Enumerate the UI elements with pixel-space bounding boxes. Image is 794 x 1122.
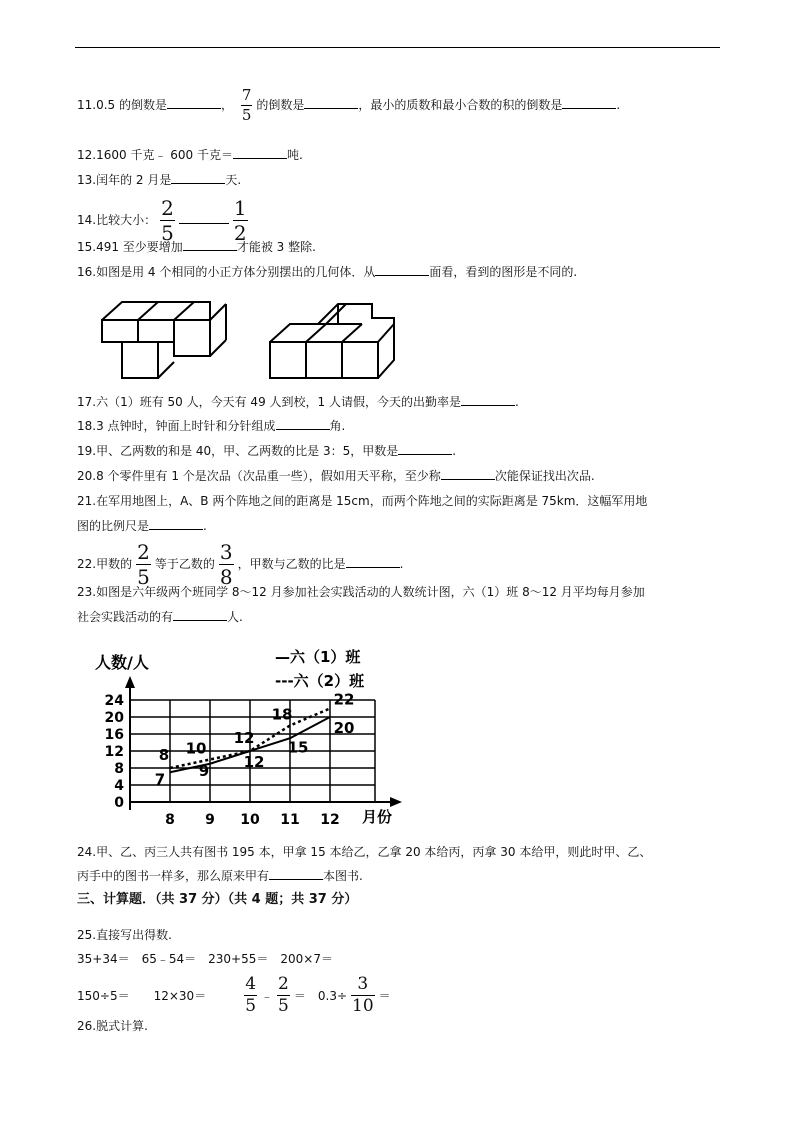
data-label-series-1: 20 <box>333 719 355 737</box>
y-axis-arrow <box>125 676 135 688</box>
fraction: $\frac{1}{2}$ <box>233 196 247 245</box>
fraction: $\frac{2}{5}$ <box>137 540 150 589</box>
cube-figures <box>98 296 398 386</box>
question-23-line1: 23.如图是六年级两个班同学 8～12 月参加社会实践活动的人数统计图，六（1）班 8～12 月平均每月参加 <box>77 585 645 599</box>
question-18: 18.3 点钟时，钟面上时针和分针组成 角. <box>77 419 346 433</box>
question-25-row1: 35+34＝ 65﹣54＝ 230+55＝ 200×7＝ <box>77 952 333 966</box>
answer-blank[interactable] <box>461 394 515 406</box>
question-12: 12.1600 千克﹣ 600 千克＝ 吨. <box>77 148 303 162</box>
y-tick-label: 12 <box>104 744 124 760</box>
fraction: $\frac{3}{8}$ <box>219 540 233 589</box>
answer-blank[interactable] <box>398 443 452 455</box>
x-axis-arrow <box>390 797 402 807</box>
question-17: 17.六（1）班有 50 人，今天有 49 人到校，1 人请假，今天的出勤率是 . <box>77 395 519 409</box>
question-21-line2: 图的比例尺是 . <box>77 519 207 533</box>
question-11: 11.0.5 的倒数是 ， $\frac{7}{5}$ 的倒数是 ，最小的质数和最小合数的积的倒数是 . <box>77 86 621 124</box>
x-tick-label: 8 <box>165 812 175 828</box>
question-16: 16.如图是用 4 个相同的小正方体分别摆出的几何体．从 面看，看到的图形是不同的. <box>77 265 578 279</box>
line-chart <box>90 640 420 830</box>
answer-blank[interactable] <box>375 264 429 276</box>
answer-blank[interactable] <box>171 172 225 184</box>
y-tick-label: 16 <box>104 727 124 743</box>
y-axis-label: 人数/人 <box>95 653 149 672</box>
cube-figure-left <box>102 302 226 378</box>
x-tick-label: 10 <box>240 812 260 828</box>
question-25-row2: 150÷5＝ 12×30＝ $\frac{4}{5}$ ﹣ $\frac{2}{5}$ ＝ 0.3÷ $\frac{3}{10}$ ＝ <box>77 974 391 1016</box>
question-13: 13.闰年的 2 月是 天. <box>77 173 242 187</box>
fraction: $\frac{2}{5}$ <box>278 974 289 1016</box>
data-label-series-2: 12 <box>233 729 255 747</box>
answer-blank[interactable] <box>562 97 616 109</box>
question-14: 14.比较大小： $\frac{2}{5}$ $\frac{1}{2}$ <box>77 196 247 245</box>
question-20: 20.8 个零件里有 1 个是次品（次品重一些），假如用天平称，至少称 次能保证找出次品. <box>77 469 595 483</box>
answer-blank[interactable] <box>233 147 287 159</box>
x-tick-label: 9 <box>205 812 215 828</box>
question-25: 25.直接写出得数. <box>77 928 172 942</box>
question-22: 22.甲数的 $\frac{2}{5}$ 等于乙数的 $\frac{3}{8}$ ，甲数与乙数的比是 . <box>77 540 404 589</box>
fraction: $\frac{4}{5}$ <box>245 974 257 1016</box>
question-24-line2: 丙手中的图书一样多，那么原来甲有 本图书. <box>77 869 363 883</box>
question-21-line1: 21.在军用地图上，A、B 两个阵地之间的距离是 15cm，而两个阵地之间的实际距离是 75km．这幅军用地 <box>77 494 648 508</box>
answer-blank[interactable] <box>167 97 221 109</box>
cube-figure-right <box>270 304 394 378</box>
question-15: 15.491 至少要增加 才能被 3 整除. <box>77 240 316 254</box>
question-24-line1: 24.甲、乙、丙三人共有图书 195 本，甲拿 15 本给乙，乙拿 20 本给丙，丙拿 30 本给甲，则此时甲、乙、 <box>77 845 652 859</box>
fraction: $\frac{7}{5}$ <box>241 86 252 124</box>
answer-blank[interactable] <box>179 212 229 224</box>
y-tick-label: 24 <box>104 693 124 709</box>
legend-series-1: —六（1）班 <box>275 648 361 666</box>
question-23-line2: 社会实践活动的有 人. <box>77 610 243 624</box>
chart-series <box>155 691 355 789</box>
data-label-series-2: 10 <box>185 739 207 758</box>
answer-blank[interactable] <box>441 468 495 480</box>
y-tick-label: 8 <box>114 761 124 777</box>
x-tick-label: 11 <box>280 812 300 828</box>
data-label-series-1: 7 <box>154 770 166 789</box>
legend-series-2: ---六（2）班 <box>275 672 365 690</box>
answer-blank[interactable] <box>149 518 203 530</box>
question-19: 19.甲、乙两数的和是 40，甲、乙两数的比是 3：5，甲数是 . <box>77 444 457 458</box>
y-tick-label: 0 <box>114 795 124 811</box>
data-label-series-1: 9 <box>198 761 210 780</box>
header-rule <box>75 47 720 48</box>
answer-blank[interactable] <box>346 556 400 568</box>
x-tick-label: 12 <box>320 812 340 828</box>
x-axis-label: 月份 <box>362 808 393 826</box>
answer-blank[interactable] <box>304 97 358 109</box>
data-label-series-2: 22 <box>333 690 355 709</box>
y-tick-label: 20 <box>104 710 124 726</box>
answer-blank[interactable] <box>276 418 330 430</box>
data-label-series-2: 18 <box>271 705 293 724</box>
data-label-series-2: 8 <box>158 746 170 764</box>
fraction: $\frac{3}{10}$ <box>352 974 374 1016</box>
fraction: $\frac{2}{5}$ <box>161 196 174 245</box>
answer-blank[interactable] <box>183 239 237 251</box>
data-label-series-1: 15 <box>287 738 309 757</box>
y-tick-label: 4 <box>114 778 124 794</box>
data-label-series-1: 12 <box>243 753 265 771</box>
section-heading: 三、计算题．（共 37 分）（共 4 题；共 37 分） <box>77 892 358 907</box>
answer-blank[interactable] <box>173 609 227 621</box>
question-26: 26.脱式计算. <box>77 1019 148 1033</box>
answer-blank[interactable] <box>269 868 323 880</box>
